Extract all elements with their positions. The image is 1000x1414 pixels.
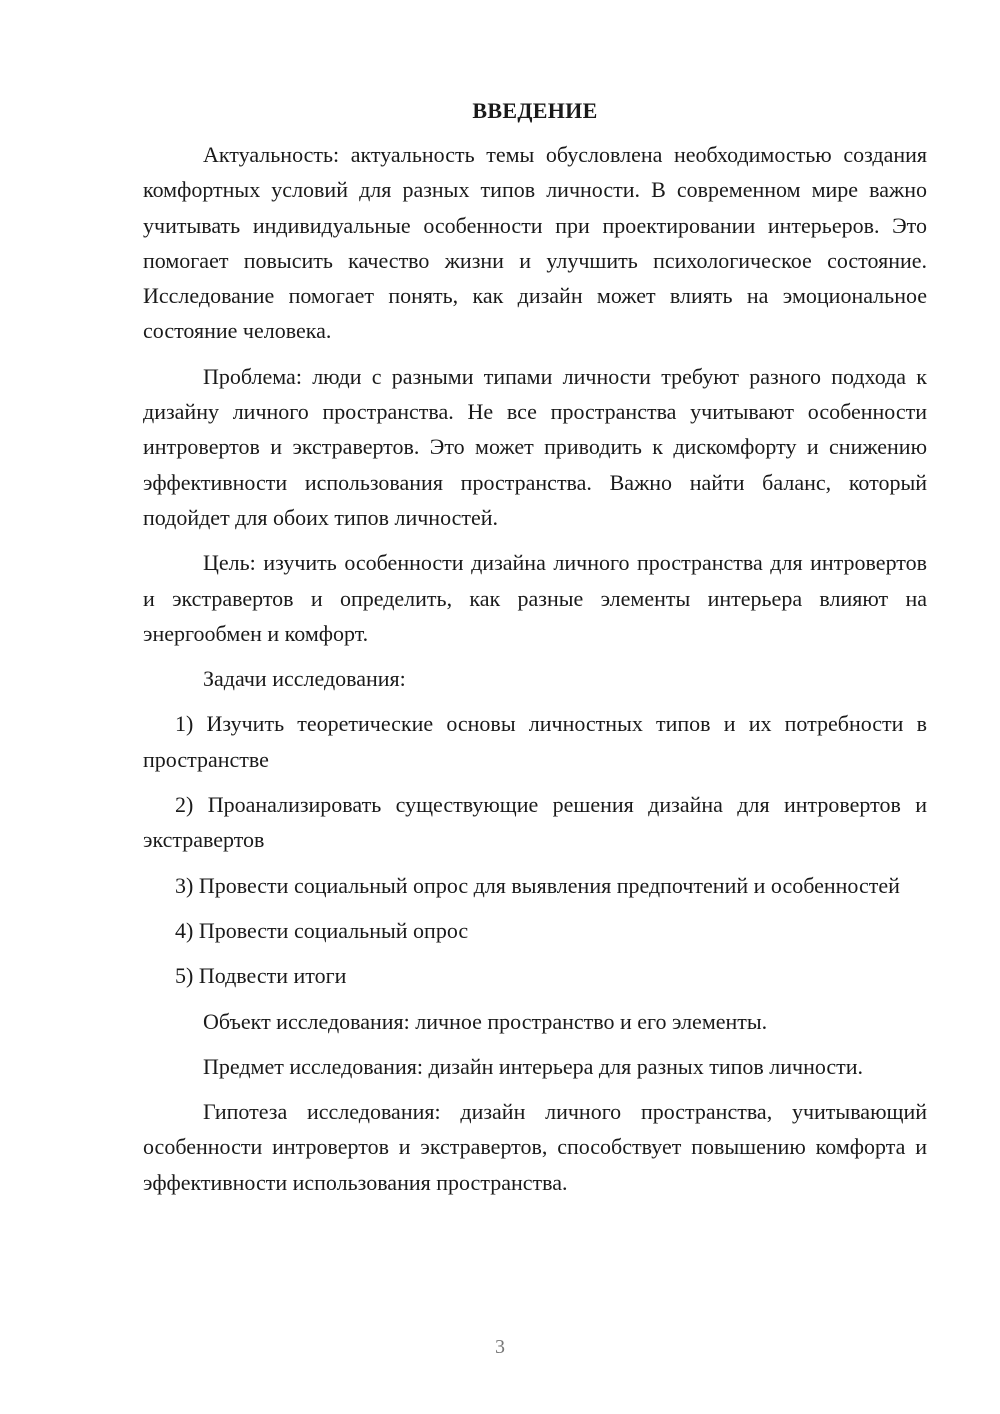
tasks-heading: Задачи исследования: — [203, 666, 406, 692]
page-content — [143, 95, 927, 1210]
section-heading: ВВЕДЕНИЕ — [472, 98, 598, 123]
page-number: 3 — [495, 1336, 505, 1358]
goal-paragraph: Цель: изучить особенности дизайна личного пространства для интровертов и экстравертов и определить, как разные элементы интерьера влияют на энергообмен и комфорт. — [143, 550, 927, 646]
relevance-paragraph: Актуальность: актуальность темы обусловлена необходимостью создания комфортных условий для разных типов личности. В современном мире важно учитывать индивидуальные особенности при проектировании интерьеров. Это помогает повысить качество жизни и улучшить психологическое состояние. Исследование помогает понять, как дизайн может влиять на эмоциональное состояние человека. — [143, 142, 927, 344]
problem-paragraph: Проблема: люди с разными типами личности требуют разного подхода к дизайну личного пространства. Не все пространства учитывают особенности интровертов и экстравертов. Это может приводить к дискомфорту и снижению эффективности использования пространства. Важно найти баланс, который подойдет для обоих типов личностей. — [143, 363, 927, 530]
task-item-5: 5) Подвести итоги — [175, 963, 347, 989]
task-item-3: 3) Провести социальный опрос для выявления предпочтений и особенностей — [175, 872, 900, 898]
object-paragraph: Объект исследования: личное пространство и его элементы. — [203, 1008, 768, 1034]
hypothesis-paragraph: Гипотеза исследования: дизайн личного пространства, учитывающий особенности интровертов и экстравертов, способствует повышению комфорта и эффективности использования пространства. — [143, 1099, 927, 1195]
task-item-2: 2) Проанализировать существующие решения дизайна для интровертов и экстравертов — [143, 792, 927, 853]
subject-paragraph: Предмет исследования: дизайн интерьера для разных типов личности. — [203, 1053, 864, 1079]
task-item-4: 4) Провести социальный опрос — [175, 917, 469, 943]
task-item-1: 1) Изучить теоретические основы личностных типов и их потребности в пространстве — [143, 711, 927, 772]
